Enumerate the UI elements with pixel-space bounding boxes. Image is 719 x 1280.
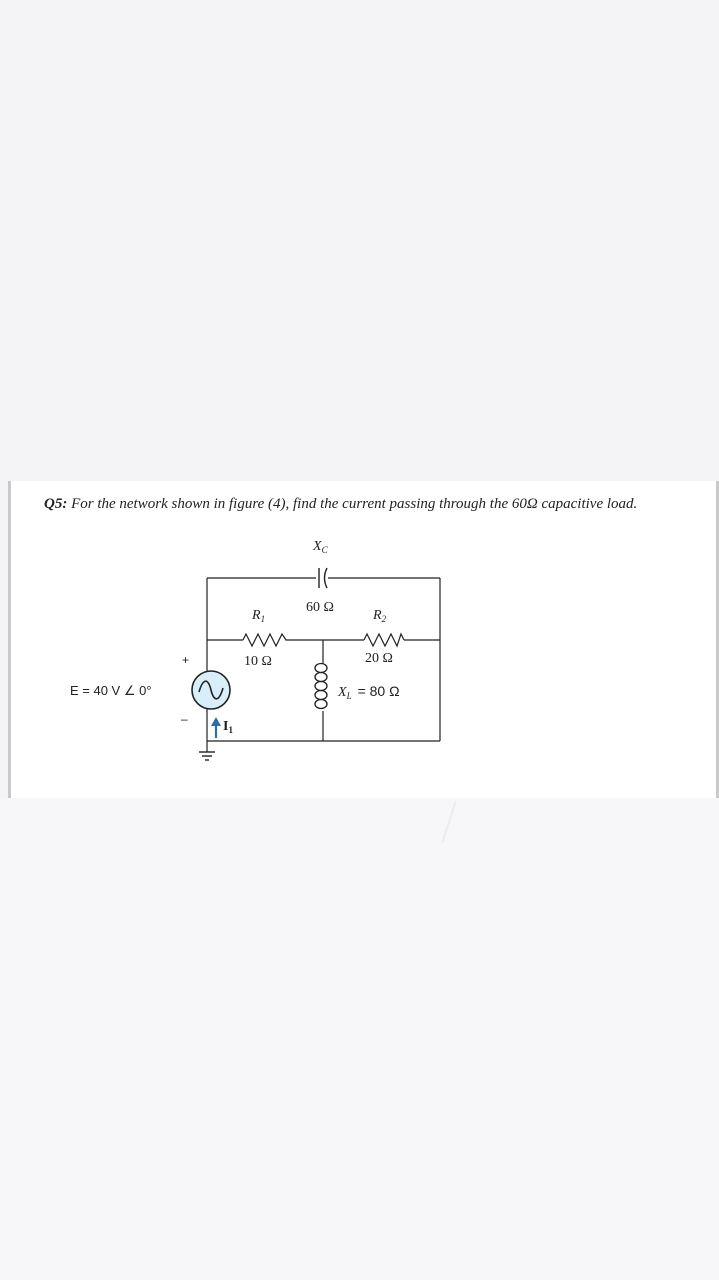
question-number: Q5: [44,496,68,512]
capacitor-subscript: C [321,545,328,555]
capacitor-symbol-text: X [313,539,322,554]
current-subscript: 1 [228,725,233,735]
source-minus-sign: – [181,712,188,726]
resistor-r2-value: 20 Ω [365,651,393,666]
r2-symbol-text: R [373,608,382,623]
resistor-r1-symbol [243,634,289,646]
current-symbol-text: I [223,719,229,734]
resistor-r2-label [373,609,386,626]
ground-icon [199,752,215,760]
ac-source-symbol [192,671,230,709]
capacitor-label [313,540,328,557]
resistor-r1-label [252,609,265,626]
current-label [223,720,233,737]
resistor-r2-symbol [364,634,404,646]
inductor-subscript: L [346,691,352,701]
r2-subscript: 2 [381,614,387,624]
r1-symbol-text: R [252,608,261,623]
resistor-r1-value: 10 Ω [244,654,272,669]
current-arrow-icon [211,717,221,738]
inductor-label [338,684,400,703]
question-body: For the network shown in figure (4), find the current passing through the 60Ω capacitive load. [71,496,638,512]
capacitor-value: 60 Ω [306,600,334,615]
r1-subscript: 1 [260,614,266,624]
source-label: E = 40 V ∠ 0° [70,683,152,698]
inductor-symbol-text: X [338,685,347,700]
inductor-value: = 80 Ω [357,683,400,699]
source-plus-sign: + [182,653,190,667]
capacitor-symbol [316,566,328,590]
inductor-symbol [315,664,327,709]
